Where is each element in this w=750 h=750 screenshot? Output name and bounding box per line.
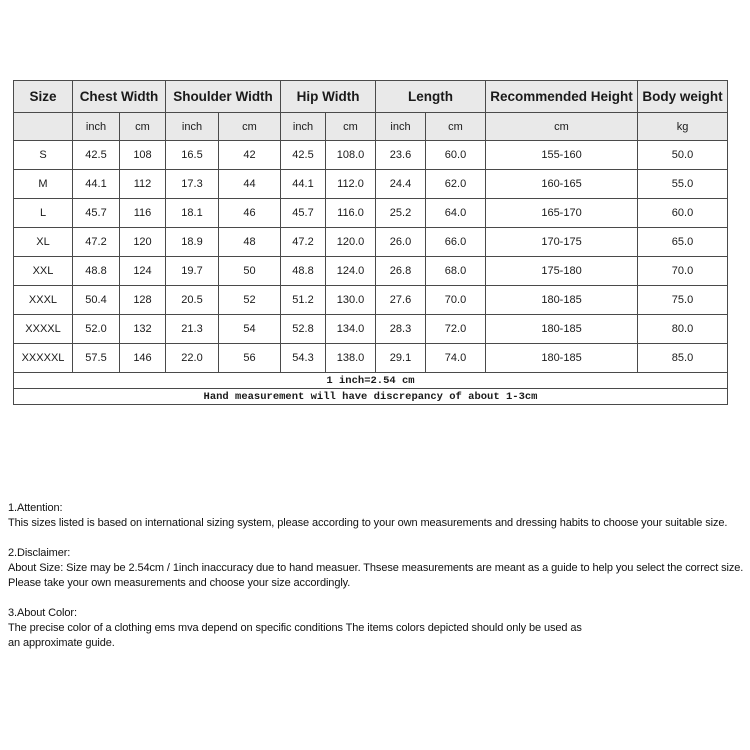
unit-cell: cm — [486, 113, 638, 141]
size-row — [14, 199, 728, 228]
size-row — [14, 257, 728, 286]
measurement-cell: 64.0 — [426, 199, 486, 228]
unit-cell: inch — [166, 113, 219, 141]
measurement-cell: 48.8 — [73, 257, 120, 286]
measurement-cell: 74.0 — [426, 344, 486, 373]
measurement-cell: 50 — [219, 257, 281, 286]
disclaimer-body-line2: Please take your own measurements and choose your size accordingly. — [8, 577, 351, 589]
measurement-cell: 175-180 — [486, 257, 638, 286]
measurement-cell: 22.0 — [166, 344, 219, 373]
column-header: Recommended Height — [486, 81, 638, 113]
about-color-block — [8, 606, 750, 651]
measurement-cell: 57.5 — [73, 344, 120, 373]
footnotes-section — [8, 501, 750, 666]
unit-row — [14, 113, 728, 141]
size-label-cell: L — [14, 199, 73, 228]
measurement-cell: 44 — [219, 170, 281, 199]
measurement-cell: 120.0 — [326, 228, 376, 257]
about-color-body-line1: The precise color of a clothing ems mva depend on specific conditions The items colors depicted should only be used as — [8, 622, 582, 634]
measurement-cell: 180-185 — [486, 344, 638, 373]
measurement-cell: 112 — [120, 170, 166, 199]
measurement-cell: 50.4 — [73, 286, 120, 315]
disclaimer-title: 2.Disclaimer: — [8, 547, 71, 559]
about-color-title: 3.About Color: — [8, 607, 77, 619]
measurement-cell: 124.0 — [326, 257, 376, 286]
measurement-cell: 112.0 — [326, 170, 376, 199]
measurement-cell: 75.0 — [638, 286, 728, 315]
measurement-cell: 120 — [120, 228, 166, 257]
measurement-cell: 50.0 — [638, 141, 728, 170]
measurement-cell: 155-160 — [486, 141, 638, 170]
measurement-cell: 45.7 — [281, 199, 326, 228]
measurement-cell: 16.5 — [166, 141, 219, 170]
about-color-body-line2: an approximate guide. — [8, 637, 115, 649]
size-row — [14, 315, 728, 344]
size-label-cell: XXXXL — [14, 315, 73, 344]
measurement-cell: 52.0 — [73, 315, 120, 344]
measurement-cell: 66.0 — [426, 228, 486, 257]
measurement-cell: 47.2 — [281, 228, 326, 257]
attention-title: 1.Attention: — [8, 502, 63, 514]
measurement-cell: 20.5 — [166, 286, 219, 315]
measurement-cell: 45.7 — [73, 199, 120, 228]
measurement-cell: 116.0 — [326, 199, 376, 228]
size-chart-head — [14, 81, 728, 141]
measurement-cell: 18.1 — [166, 199, 219, 228]
note-row — [14, 389, 728, 405]
measurement-cell: 138.0 — [326, 344, 376, 373]
unit-cell: cm — [219, 113, 281, 141]
unit-cell: inch — [281, 113, 326, 141]
disclaimer-body-line1: About Size: Size may be 2.54cm / 1inch inaccuracy due to hand measuer. Thsese measurements are meant as a guide to help you select the correct size. — [8, 562, 744, 574]
note-cell: Hand measurement will have discrepancy of about 1-3cm — [14, 389, 728, 405]
measurement-cell: 180-185 — [486, 286, 638, 315]
size-label-cell: XXL — [14, 257, 73, 286]
column-header: Body weight — [638, 81, 728, 113]
size-label-cell: XXXXXL — [14, 344, 73, 373]
measurement-cell: 42.5 — [73, 141, 120, 170]
note-cell: 1 inch=2.54 cm — [14, 373, 728, 389]
unit-cell: cm — [326, 113, 376, 141]
measurement-cell: 108 — [120, 141, 166, 170]
size-label-cell: XL — [14, 228, 73, 257]
column-header: Length — [376, 81, 486, 113]
measurement-cell: 68.0 — [426, 257, 486, 286]
note-row — [14, 373, 728, 389]
measurement-cell: 65.0 — [638, 228, 728, 257]
measurement-cell: 17.3 — [166, 170, 219, 199]
measurement-cell: 44.1 — [73, 170, 120, 199]
measurement-cell: 70.0 — [426, 286, 486, 315]
measurement-cell: 52 — [219, 286, 281, 315]
size-row — [14, 170, 728, 199]
measurement-cell: 55.0 — [638, 170, 728, 199]
measurement-cell: 146 — [120, 344, 166, 373]
measurement-cell: 128 — [120, 286, 166, 315]
measurement-cell: 56 — [219, 344, 281, 373]
size-label-cell: XXXL — [14, 286, 73, 315]
measurement-cell: 116 — [120, 199, 166, 228]
measurement-cell: 180-185 — [486, 315, 638, 344]
measurement-cell: 51.2 — [281, 286, 326, 315]
measurement-cell: 62.0 — [426, 170, 486, 199]
measurement-cell: 18.9 — [166, 228, 219, 257]
column-header: Chest Width — [73, 81, 166, 113]
disclaimer-block — [8, 546, 750, 591]
size-row — [14, 286, 728, 315]
header-row — [14, 81, 728, 113]
measurement-cell: 170-175 — [486, 228, 638, 257]
column-header: Size — [14, 81, 73, 113]
measurement-cell: 165-170 — [486, 199, 638, 228]
measurement-cell: 124 — [120, 257, 166, 286]
measurement-cell: 132 — [120, 315, 166, 344]
measurement-cell: 54 — [219, 315, 281, 344]
unit-cell: cm — [120, 113, 166, 141]
size-row — [14, 344, 728, 373]
attention-block — [8, 501, 750, 531]
attention-body: This sizes listed is based on international sizing system, please according to your own measurements and dressing habits to choose your suitable size. — [8, 517, 728, 529]
measurement-cell: 42 — [219, 141, 281, 170]
column-header: Hip Width — [281, 81, 376, 113]
measurement-cell: 26.0 — [376, 228, 426, 257]
measurement-cell: 108.0 — [326, 141, 376, 170]
measurement-cell: 72.0 — [426, 315, 486, 344]
unit-cell — [14, 113, 73, 141]
size-label-cell: S — [14, 141, 73, 170]
measurement-cell: 42.5 — [281, 141, 326, 170]
measurement-cell: 44.1 — [281, 170, 326, 199]
measurement-cell: 27.6 — [376, 286, 426, 315]
measurement-cell: 23.6 — [376, 141, 426, 170]
measurement-cell: 70.0 — [638, 257, 728, 286]
measurement-cell: 26.8 — [376, 257, 426, 286]
unit-cell: cm — [426, 113, 486, 141]
measurement-cell: 46 — [219, 199, 281, 228]
size-label-cell: M — [14, 170, 73, 199]
unit-cell: inch — [73, 113, 120, 141]
measurement-cell: 54.3 — [281, 344, 326, 373]
measurement-cell: 29.1 — [376, 344, 426, 373]
size-chart-table — [13, 80, 728, 405]
measurement-cell: 25.2 — [376, 199, 426, 228]
measurement-cell: 48 — [219, 228, 281, 257]
measurement-cell: 48.8 — [281, 257, 326, 286]
measurement-cell: 28.3 — [376, 315, 426, 344]
measurement-cell: 80.0 — [638, 315, 728, 344]
measurement-cell: 21.3 — [166, 315, 219, 344]
size-chart-body — [14, 141, 728, 405]
measurement-cell: 134.0 — [326, 315, 376, 344]
column-header: Shoulder Width — [166, 81, 281, 113]
measurement-cell: 85.0 — [638, 344, 728, 373]
measurement-cell: 24.4 — [376, 170, 426, 199]
measurement-cell: 47.2 — [73, 228, 120, 257]
measurement-cell: 19.7 — [166, 257, 219, 286]
unit-cell: inch — [376, 113, 426, 141]
measurement-cell: 52.8 — [281, 315, 326, 344]
measurement-cell: 60.0 — [426, 141, 486, 170]
measurement-cell: 60.0 — [638, 199, 728, 228]
unit-cell: kg — [638, 113, 728, 141]
measurement-cell: 130.0 — [326, 286, 376, 315]
size-row — [14, 141, 728, 170]
size-row — [14, 228, 728, 257]
measurement-cell: 160-165 — [486, 170, 638, 199]
